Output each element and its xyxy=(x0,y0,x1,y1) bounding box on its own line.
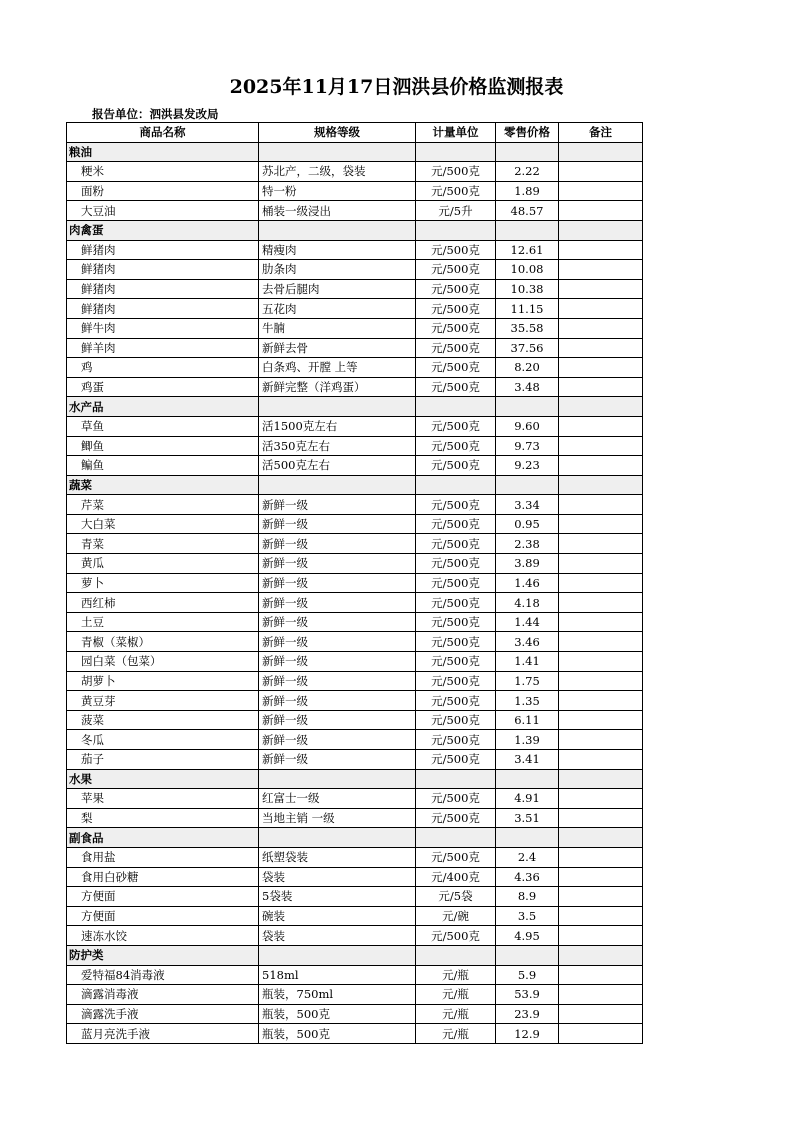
item-price: 1.41 xyxy=(496,652,559,672)
table-row xyxy=(67,416,643,436)
item-note xyxy=(559,789,643,809)
item-name: 滴露消毒液 xyxy=(67,985,259,1005)
item-price: 4.91 xyxy=(496,789,559,809)
empty-cell xyxy=(559,828,643,848)
item-note xyxy=(559,495,643,515)
table-body xyxy=(67,142,643,1043)
empty-cell xyxy=(259,828,416,848)
item-name: 青菜 xyxy=(67,534,259,554)
item-unit: 元/500克 xyxy=(416,710,496,730)
table-row xyxy=(67,162,643,182)
empty-cell xyxy=(259,475,416,495)
item-note xyxy=(559,456,643,476)
item-name: 食用白砂糖 xyxy=(67,867,259,887)
item-name: 鲫鱼 xyxy=(67,436,259,456)
item-spec: 牛腩 xyxy=(259,318,416,338)
item-price: 11.15 xyxy=(496,299,559,319)
table-row xyxy=(67,240,643,260)
empty-cell xyxy=(259,945,416,965)
item-unit: 元/瓶 xyxy=(416,985,496,1005)
item-price: 1.46 xyxy=(496,573,559,593)
item-price: 9.73 xyxy=(496,436,559,456)
item-price: 3.89 xyxy=(496,554,559,574)
item-unit: 元/500克 xyxy=(416,358,496,378)
item-name: 大白菜 xyxy=(67,514,259,534)
category-name: 肉禽蛋 xyxy=(67,220,259,240)
item-note xyxy=(559,750,643,770)
item-note xyxy=(559,358,643,378)
category-name: 水果 xyxy=(67,769,259,789)
table-row xyxy=(67,456,643,476)
table-row xyxy=(67,279,643,299)
item-price: 10.08 xyxy=(496,260,559,280)
empty-cell xyxy=(559,769,643,789)
empty-cell xyxy=(259,220,416,240)
item-spec: 新鲜一级 xyxy=(259,652,416,672)
item-name: 鸡蛋 xyxy=(67,377,259,397)
item-name: 冬瓜 xyxy=(67,730,259,750)
item-note xyxy=(559,162,643,182)
item-name: 鸡 xyxy=(67,358,259,378)
item-spec: 苏北产，二级，袋装 xyxy=(259,162,416,182)
item-spec: 桶装一级浸出 xyxy=(259,201,416,221)
item-unit: 元/500克 xyxy=(416,554,496,574)
table-row xyxy=(67,847,643,867)
header-unit: 计量单位 xyxy=(416,123,496,143)
empty-cell xyxy=(416,142,496,162)
item-name: 方便面 xyxy=(67,887,259,907)
empty-cell xyxy=(416,475,496,495)
category-row xyxy=(67,945,643,965)
item-name: 滴露洗手液 xyxy=(67,1004,259,1024)
item-name: 方便面 xyxy=(67,906,259,926)
item-note xyxy=(559,201,643,221)
item-unit: 元/500克 xyxy=(416,436,496,456)
item-note xyxy=(559,612,643,632)
table-row xyxy=(67,867,643,887)
empty-cell xyxy=(416,828,496,848)
item-unit: 元/500克 xyxy=(416,691,496,711)
empty-cell xyxy=(416,945,496,965)
item-spec: 瓶装，750ml xyxy=(259,985,416,1005)
item-spec: 新鲜一级 xyxy=(259,495,416,515)
table-row xyxy=(67,554,643,574)
item-spec: 5袋装 xyxy=(259,887,416,907)
item-unit: 元/500克 xyxy=(416,926,496,946)
item-note xyxy=(559,436,643,456)
item-price: 2.22 xyxy=(496,162,559,182)
item-name: 西红柿 xyxy=(67,593,259,613)
table-row xyxy=(67,201,643,221)
item-spec: 白条鸡、开膛 上等 xyxy=(259,358,416,378)
table-row xyxy=(67,887,643,907)
item-spec: 新鲜一级 xyxy=(259,573,416,593)
item-spec: 新鲜一级 xyxy=(259,691,416,711)
item-unit: 元/500克 xyxy=(416,612,496,632)
category-name: 副食品 xyxy=(67,828,259,848)
table-row xyxy=(67,534,643,554)
item-name: 鲜羊肉 xyxy=(67,338,259,358)
item-note xyxy=(559,260,643,280)
header-note: 备注 xyxy=(559,123,643,143)
item-name: 蓝月亮洗手液 xyxy=(67,1024,259,1044)
table-row xyxy=(67,926,643,946)
item-unit: 元/400克 xyxy=(416,867,496,887)
item-unit: 元/500克 xyxy=(416,847,496,867)
empty-cell xyxy=(559,945,643,965)
empty-cell xyxy=(496,475,559,495)
table-row xyxy=(67,573,643,593)
item-name: 黄豆芽 xyxy=(67,691,259,711)
item-name: 萝卜 xyxy=(67,573,259,593)
item-price: 2.4 xyxy=(496,847,559,867)
item-spec: 瓶装，500克 xyxy=(259,1004,416,1024)
item-price: 3.5 xyxy=(496,906,559,926)
item-spec: 碗装 xyxy=(259,906,416,926)
item-spec: 活1500克左右 xyxy=(259,416,416,436)
empty-cell xyxy=(559,220,643,240)
table-row xyxy=(67,612,643,632)
page-title: 2025年11月17日泗洪县价格监测报表 xyxy=(229,76,564,98)
item-note xyxy=(559,279,643,299)
empty-cell xyxy=(496,142,559,162)
item-unit: 元/500克 xyxy=(416,534,496,554)
item-note xyxy=(559,671,643,691)
header-row xyxy=(67,123,643,143)
item-note xyxy=(559,318,643,338)
item-price: 10.38 xyxy=(496,279,559,299)
table-row xyxy=(67,1024,643,1044)
item-spec: 红富士一级 xyxy=(259,789,416,809)
item-unit: 元/500克 xyxy=(416,593,496,613)
item-name: 爱特福84消毒液 xyxy=(67,965,259,985)
item-note xyxy=(559,181,643,201)
table-row xyxy=(67,514,643,534)
empty-cell xyxy=(559,142,643,162)
item-price: 5.9 xyxy=(496,965,559,985)
item-spec: 袋装 xyxy=(259,867,416,887)
item-price: 1.39 xyxy=(496,730,559,750)
empty-cell xyxy=(496,220,559,240)
empty-cell xyxy=(496,828,559,848)
item-unit: 元/500克 xyxy=(416,808,496,828)
item-price: 3.48 xyxy=(496,377,559,397)
empty-cell xyxy=(416,397,496,417)
table-row xyxy=(67,181,643,201)
item-unit: 元/500克 xyxy=(416,671,496,691)
item-name: 园白菜（包菜） xyxy=(67,652,259,672)
item-name: 鲜猪肉 xyxy=(67,279,259,299)
item-spec: 去骨后腿肉 xyxy=(259,279,416,299)
item-price: 9.60 xyxy=(496,416,559,436)
empty-cell xyxy=(496,769,559,789)
item-price: 12.9 xyxy=(496,1024,559,1044)
table-row xyxy=(67,338,643,358)
item-unit: 元/瓶 xyxy=(416,965,496,985)
item-name: 鲜猪肉 xyxy=(67,260,259,280)
item-name: 草鱼 xyxy=(67,416,259,436)
item-price: 1.89 xyxy=(496,181,559,201)
category-row xyxy=(67,220,643,240)
report-unit: 报告单位：泗洪县发改局 xyxy=(92,107,219,121)
item-note xyxy=(559,573,643,593)
table-row xyxy=(67,652,643,672)
item-spec: 特一粉 xyxy=(259,181,416,201)
item-note xyxy=(559,652,643,672)
category-row xyxy=(67,828,643,848)
item-price: 12.61 xyxy=(496,240,559,260)
item-name: 芹菜 xyxy=(67,495,259,515)
table-row xyxy=(67,1004,643,1024)
item-unit: 元/瓶 xyxy=(416,1024,496,1044)
item-unit: 元/500克 xyxy=(416,730,496,750)
item-name: 面粉 xyxy=(67,181,259,201)
table-row xyxy=(67,495,643,515)
item-name: 土豆 xyxy=(67,612,259,632)
item-note xyxy=(559,710,643,730)
item-name: 大豆油 xyxy=(67,201,259,221)
header-name: 商品名称 xyxy=(67,123,259,143)
item-note xyxy=(559,338,643,358)
item-note xyxy=(559,867,643,887)
item-unit: 元/500克 xyxy=(416,338,496,358)
item-spec: 新鲜去骨 xyxy=(259,338,416,358)
item-unit: 元/瓶 xyxy=(416,1004,496,1024)
item-spec: 新鲜一级 xyxy=(259,554,416,574)
empty-cell xyxy=(416,220,496,240)
item-name: 鲜猪肉 xyxy=(67,240,259,260)
item-spec: 活500克左右 xyxy=(259,456,416,476)
item-price: 4.36 xyxy=(496,867,559,887)
item-name: 鲜猪肉 xyxy=(67,299,259,319)
item-note xyxy=(559,514,643,534)
item-price: 3.46 xyxy=(496,632,559,652)
item-name: 食用盐 xyxy=(67,847,259,867)
item-note xyxy=(559,240,643,260)
table-row xyxy=(67,789,643,809)
item-name: 鳊鱼 xyxy=(67,456,259,476)
item-unit: 元/500克 xyxy=(416,416,496,436)
table-row xyxy=(67,730,643,750)
item-unit: 元/500克 xyxy=(416,789,496,809)
table-row xyxy=(67,260,643,280)
item-spec: 新鲜一级 xyxy=(259,730,416,750)
item-price: 35.58 xyxy=(496,318,559,338)
item-note xyxy=(559,730,643,750)
item-price: 8.20 xyxy=(496,358,559,378)
item-spec: 新鲜一级 xyxy=(259,710,416,730)
item-spec: 袋装 xyxy=(259,926,416,946)
item-spec: 活350克左右 xyxy=(259,436,416,456)
table-row xyxy=(67,299,643,319)
item-spec: 当地主销 一级 xyxy=(259,808,416,828)
category-row xyxy=(67,769,643,789)
item-unit: 元/500克 xyxy=(416,162,496,182)
item-note xyxy=(559,985,643,1005)
table-row xyxy=(67,318,643,338)
item-unit: 元/5升 xyxy=(416,201,496,221)
item-price: 6.11 xyxy=(496,710,559,730)
item-unit: 元/500克 xyxy=(416,181,496,201)
item-spec: 肋条肉 xyxy=(259,260,416,280)
empty-cell xyxy=(259,769,416,789)
header-spec: 规格等级 xyxy=(259,123,416,143)
item-unit: 元/500克 xyxy=(416,514,496,534)
item-unit: 元/500克 xyxy=(416,750,496,770)
item-spec: 纸塑袋装 xyxy=(259,847,416,867)
item-note xyxy=(559,416,643,436)
item-note xyxy=(559,534,643,554)
item-unit: 元/500克 xyxy=(416,573,496,593)
item-spec: 新鲜一级 xyxy=(259,671,416,691)
category-name: 水产品 xyxy=(67,397,259,417)
empty-cell xyxy=(259,397,416,417)
item-spec: 新鲜一级 xyxy=(259,750,416,770)
category-row xyxy=(67,397,643,417)
item-price: 23.9 xyxy=(496,1004,559,1024)
item-spec: 新鲜一级 xyxy=(259,514,416,534)
table-row xyxy=(67,691,643,711)
empty-cell xyxy=(559,397,643,417)
item-spec: 新鲜一级 xyxy=(259,534,416,554)
item-price: 3.41 xyxy=(496,750,559,770)
item-name: 黄瓜 xyxy=(67,554,259,574)
category-name: 防护类 xyxy=(67,945,259,965)
item-unit: 元/500克 xyxy=(416,260,496,280)
item-note xyxy=(559,593,643,613)
item-name: 鲜牛肉 xyxy=(67,318,259,338)
table-row xyxy=(67,965,643,985)
item-price: 3.34 xyxy=(496,495,559,515)
table-row xyxy=(67,632,643,652)
item-note xyxy=(559,554,643,574)
header-price: 零售价格 xyxy=(496,123,559,143)
item-unit: 元/500克 xyxy=(416,279,496,299)
item-name: 苹果 xyxy=(67,789,259,809)
table-row xyxy=(67,377,643,397)
item-price: 53.9 xyxy=(496,985,559,1005)
category-row xyxy=(67,475,643,495)
item-unit: 元/碗 xyxy=(416,906,496,926)
table-row xyxy=(67,671,643,691)
item-price: 0.95 xyxy=(496,514,559,534)
item-price: 48.57 xyxy=(496,201,559,221)
table-row xyxy=(67,358,643,378)
empty-cell xyxy=(416,769,496,789)
table-row xyxy=(67,985,643,1005)
item-note xyxy=(559,887,643,907)
item-note xyxy=(559,926,643,946)
item-note xyxy=(559,1024,643,1044)
item-spec: 新鲜一级 xyxy=(259,612,416,632)
item-name: 速冻水饺 xyxy=(67,926,259,946)
item-spec: 新鲜一级 xyxy=(259,593,416,613)
item-unit: 元/500克 xyxy=(416,495,496,515)
item-unit: 元/500克 xyxy=(416,456,496,476)
item-note xyxy=(559,965,643,985)
table-row xyxy=(67,436,643,456)
item-spec: 新鲜一级 xyxy=(259,632,416,652)
item-unit: 元/5袋 xyxy=(416,887,496,907)
item-spec: 瓶装，500克 xyxy=(259,1024,416,1044)
item-spec: 精瘦肉 xyxy=(259,240,416,260)
item-name: 梨 xyxy=(67,808,259,828)
item-unit: 元/500克 xyxy=(416,652,496,672)
item-name: 菠菜 xyxy=(67,710,259,730)
item-note xyxy=(559,377,643,397)
item-unit: 元/500克 xyxy=(416,299,496,319)
item-spec: 五花肉 xyxy=(259,299,416,319)
table-row xyxy=(67,710,643,730)
item-spec: 518ml xyxy=(259,965,416,985)
item-note xyxy=(559,299,643,319)
category-row xyxy=(67,142,643,162)
item-price: 8.9 xyxy=(496,887,559,907)
item-price: 4.18 xyxy=(496,593,559,613)
item-price: 9.23 xyxy=(496,456,559,476)
item-price: 1.35 xyxy=(496,691,559,711)
item-name: 粳米 xyxy=(67,162,259,182)
table-row xyxy=(67,808,643,828)
item-note xyxy=(559,632,643,652)
table-row xyxy=(67,750,643,770)
item-note xyxy=(559,906,643,926)
item-unit: 元/500克 xyxy=(416,377,496,397)
item-name: 胡萝卜 xyxy=(67,671,259,691)
category-name: 粮油 xyxy=(67,142,259,162)
item-unit: 元/500克 xyxy=(416,240,496,260)
table-row xyxy=(67,906,643,926)
item-name: 青椒（菜椒） xyxy=(67,632,259,652)
item-price: 1.75 xyxy=(496,671,559,691)
empty-cell xyxy=(259,142,416,162)
price-table xyxy=(66,122,643,1044)
item-note xyxy=(559,1004,643,1024)
item-spec: 新鲜完整（洋鸡蛋） xyxy=(259,377,416,397)
item-price: 1.44 xyxy=(496,612,559,632)
empty-cell xyxy=(496,945,559,965)
item-unit: 元/500克 xyxy=(416,632,496,652)
item-price: 2.38 xyxy=(496,534,559,554)
category-name: 蔬菜 xyxy=(67,475,259,495)
empty-cell xyxy=(496,397,559,417)
item-unit: 元/500克 xyxy=(416,318,496,338)
empty-cell xyxy=(559,475,643,495)
item-note xyxy=(559,847,643,867)
item-price: 3.51 xyxy=(496,808,559,828)
item-note xyxy=(559,691,643,711)
item-note xyxy=(559,808,643,828)
item-name: 茄子 xyxy=(67,750,259,770)
item-price: 37.56 xyxy=(496,338,559,358)
table-row xyxy=(67,593,643,613)
item-price: 4.95 xyxy=(496,926,559,946)
